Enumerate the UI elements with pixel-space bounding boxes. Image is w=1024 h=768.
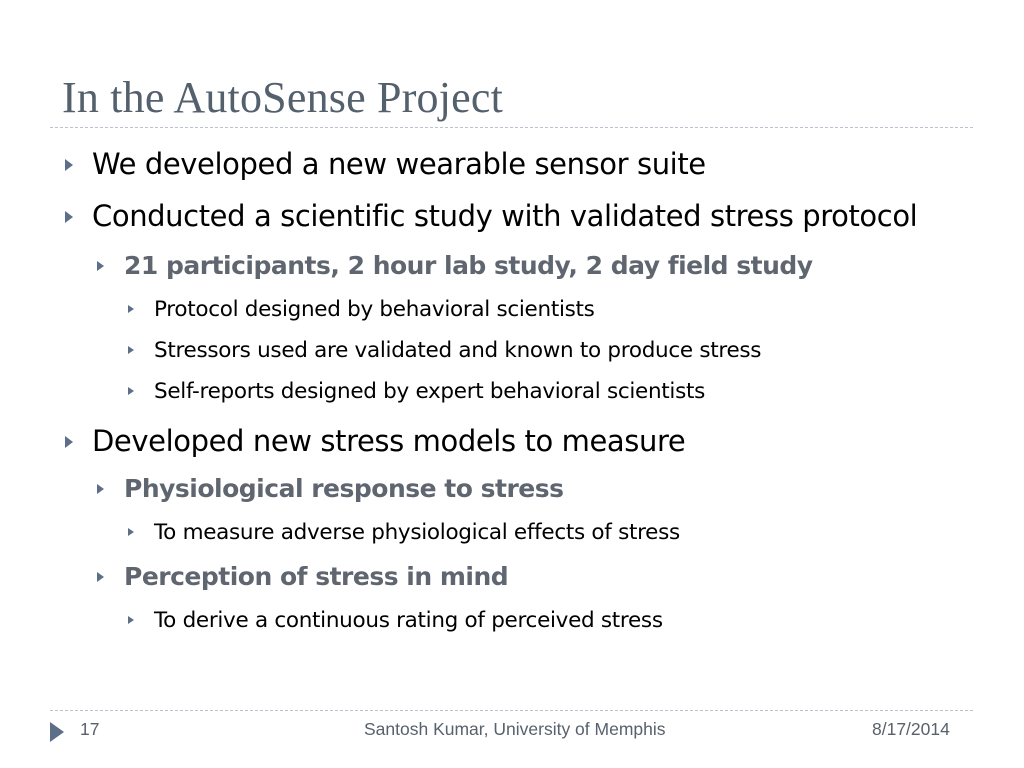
bullet-text: Conducted a scientific study with validated stress protocol	[92, 199, 918, 233]
sub-bullet-text: 21 participants, 2 hour lab study, 2 day field study	[124, 251, 813, 280]
bullet-text: We developed a new wearable sensor suite	[92, 147, 706, 181]
footer-divider	[50, 710, 973, 711]
detail-bullet-item	[154, 379, 705, 404]
detail-bullet-item	[154, 297, 595, 322]
bullet-item	[92, 424, 685, 458]
triangle-right-icon	[97, 572, 104, 582]
footer-date: 8/17/2014	[872, 719, 950, 739]
triangle-right-icon	[128, 528, 134, 536]
sub-bullet-item	[124, 562, 508, 591]
detail-bullet-item	[154, 520, 680, 545]
triangle-right-icon	[65, 436, 73, 448]
bullet-item	[92, 147, 706, 181]
bullet-text: Developed new stress models to measure	[92, 424, 686, 458]
sub-bullet-text: Perception of stress in mind	[124, 562, 509, 591]
detail-bullet-item	[154, 608, 663, 633]
sub-bullet-item	[124, 251, 813, 280]
triangle-right-icon	[128, 616, 134, 624]
triangle-right-icon	[97, 261, 104, 271]
detail-bullet-text: Protocol designed by behavioral scientists	[154, 297, 595, 322]
triangle-right-icon	[128, 305, 134, 313]
detail-bullet-text: To derive a continuous rating of perceived stress	[154, 608, 663, 633]
slide-title: In the AutoSense Project	[62, 73, 504, 122]
triangle-right-icon	[65, 211, 73, 223]
triangle-right-icon	[128, 346, 134, 354]
footer-author: Santosh Kumar, University of Memphis	[364, 719, 666, 739]
triangle-right-icon	[50, 722, 64, 742]
detail-bullet-text: To measure adverse physiological effects of stress	[154, 520, 680, 545]
triangle-right-icon	[97, 484, 104, 494]
bullet-item	[92, 199, 917, 233]
detail-bullet-text: Self-reports designed by expert behavioral scientists	[154, 379, 706, 404]
sub-bullet-text: Physiological response to stress	[124, 474, 564, 503]
detail-bullet-text: Stressors used are validated and known to produce stress	[154, 338, 762, 363]
sub-bullet-item	[124, 474, 564, 503]
page-number: 17	[80, 719, 100, 739]
title-divider	[50, 127, 973, 128]
triangle-right-icon	[65, 159, 73, 171]
detail-bullet-item	[154, 338, 761, 363]
triangle-right-icon	[128, 387, 134, 395]
